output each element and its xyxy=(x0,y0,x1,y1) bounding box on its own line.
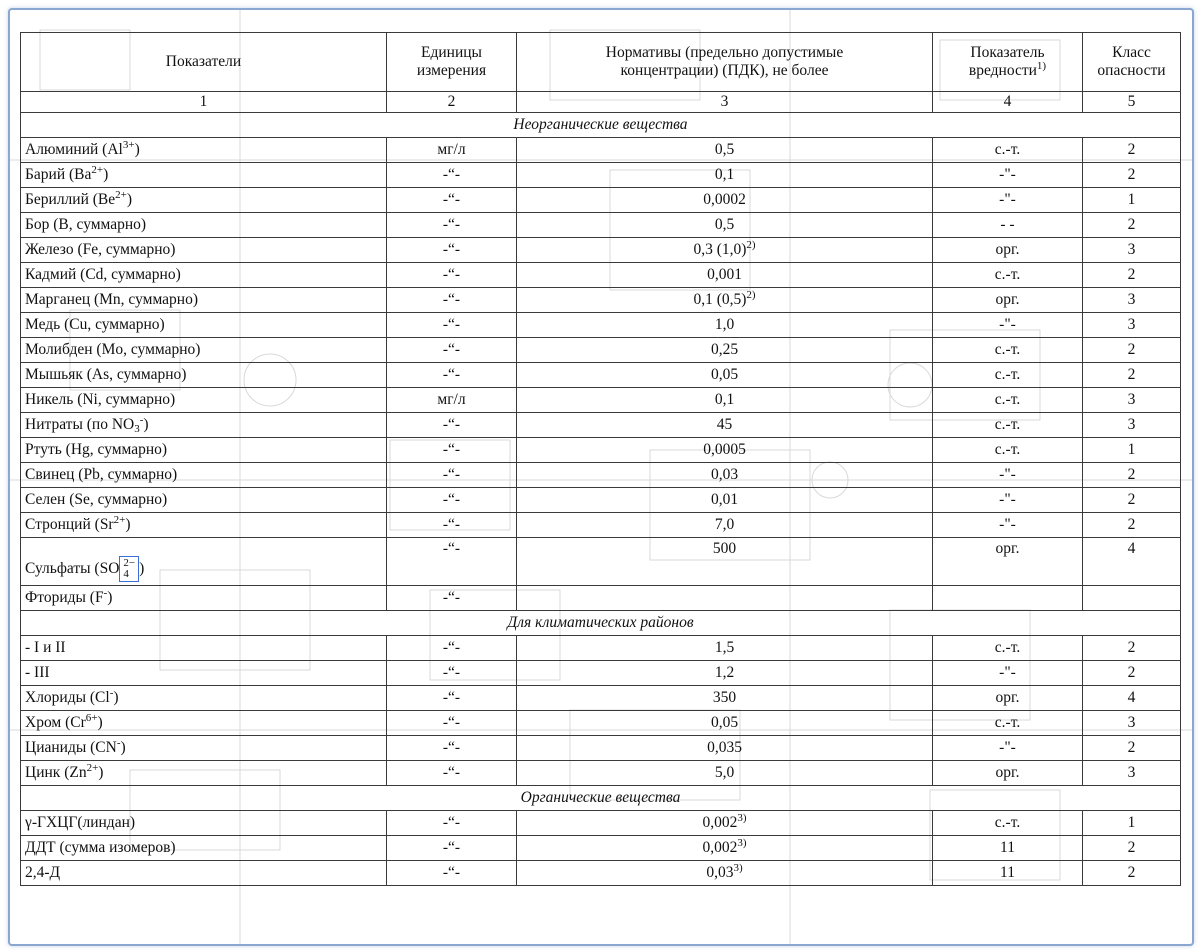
row-class: 3 xyxy=(1083,761,1181,786)
row-name: Медь (Cu, суммарно) xyxy=(21,313,387,338)
table-row xyxy=(21,388,1181,413)
row-unit: -“- xyxy=(387,238,517,263)
row-value: 0,03$^{3)}$ xyxy=(517,861,933,886)
row-value: 0,002$^{3)}$ xyxy=(517,811,933,836)
table-header-row xyxy=(21,33,1181,92)
row-name: Бериллий $(Be^{2+})$ xyxy=(21,188,387,213)
row-unit: -“- xyxy=(387,263,517,288)
row-name: - III xyxy=(21,661,387,686)
row-unit: -“- xyxy=(387,861,517,886)
row-class: 2 xyxy=(1083,861,1181,886)
header-norms: Нормативы (предельно допустимые концентрации) (ПДК), не более xyxy=(517,33,933,92)
table-row xyxy=(21,338,1181,363)
row-harm: с.-т. xyxy=(933,413,1083,438)
row-name: Цинк $(Zn^{2+})$ xyxy=(21,761,387,786)
row-harm: орг. xyxy=(933,288,1083,313)
sulfate-ion-box: 2− 4 xyxy=(119,556,139,582)
row-unit: -“- xyxy=(387,513,517,538)
row-unit: -“- xyxy=(387,811,517,836)
row-name: Селен (Se, суммарно) xyxy=(21,488,387,513)
row-unit: -“- xyxy=(387,313,517,338)
row-class: 2 xyxy=(1083,213,1181,238)
row-unit: -“- xyxy=(387,538,517,586)
row-unit: -“- xyxy=(387,761,517,786)
row-unit: -“- xyxy=(387,636,517,661)
section-row-organic xyxy=(21,786,1181,811)
section-row-climate xyxy=(21,611,1181,636)
row-harm: с.-т. xyxy=(933,263,1083,288)
row-name: Бор (B, суммарно) xyxy=(21,213,387,238)
header-indicators: Показатели xyxy=(21,33,387,92)
row-value: 0,1 xyxy=(517,388,933,413)
row-unit: мг/л xyxy=(387,138,517,163)
row-class: 2 xyxy=(1083,163,1181,188)
header-hazard-class: Класс опасности xyxy=(1083,33,1181,92)
table-row xyxy=(21,313,1181,338)
table-row xyxy=(21,661,1181,686)
climate-rows xyxy=(21,636,1181,686)
row-class: 4 xyxy=(1083,538,1181,586)
row-name: Мышьяк (As, суммарно) xyxy=(21,363,387,388)
row-name: Сульфаты (SO 2− 4 ) xyxy=(21,538,387,586)
col-number: 2 xyxy=(387,92,517,113)
table-row xyxy=(21,761,1181,786)
row-name: Хлориды (Cl-) xyxy=(21,686,387,711)
row-harm: с.-т. xyxy=(933,363,1083,388)
inorganic-rows-2 xyxy=(21,686,1181,786)
row-name: Алюминий $(Al^{3+})$ xyxy=(21,138,387,163)
row-value xyxy=(517,586,933,611)
row-harm: орг. xyxy=(933,761,1083,786)
row-unit: -“- xyxy=(387,338,517,363)
table-row xyxy=(21,163,1181,188)
row-value: 0,3 $(1,0)^{2)}$ xyxy=(517,238,933,263)
row-value: 1,2 xyxy=(517,661,933,686)
row-class: 4 xyxy=(1083,686,1181,711)
row-class: 2 xyxy=(1083,138,1181,163)
row-harm: с.-т. xyxy=(933,438,1083,463)
section-title: Для климатических районов xyxy=(21,611,1181,636)
row-value: 7,0 xyxy=(517,513,933,538)
header-units: Единицы измерения xyxy=(387,33,517,92)
row-unit: -“- xyxy=(387,413,517,438)
row-class: 3 xyxy=(1083,711,1181,736)
row-class: 3 xyxy=(1083,288,1181,313)
row-name: Барий $(Ba^{2+})$ xyxy=(21,163,387,188)
row-harm: с.-т. xyxy=(933,811,1083,836)
table-row-sulfates xyxy=(21,538,1181,586)
row-unit: -“- xyxy=(387,686,517,711)
row-harm: -"- xyxy=(933,463,1083,488)
table-row xyxy=(21,263,1181,288)
row-class: 3 xyxy=(1083,413,1181,438)
row-harm: 11 xyxy=(933,861,1083,886)
section-row-inorganic xyxy=(21,113,1181,138)
standards-table xyxy=(20,32,1181,886)
row-harm: -"- xyxy=(933,513,1083,538)
row-unit: -“- xyxy=(387,363,517,388)
table-row xyxy=(21,861,1181,886)
row-class: 2 xyxy=(1083,338,1181,363)
col-number: 4 xyxy=(933,92,1083,113)
row-value: 350 xyxy=(517,686,933,711)
row-name: 2,4-Д xyxy=(21,861,387,886)
row-value: 500 xyxy=(517,538,933,586)
row-harm: -"- xyxy=(933,313,1083,338)
row-name: - I и II xyxy=(21,636,387,661)
row-name: Кадмий (Cd, суммарно) xyxy=(21,263,387,288)
col-number: 3 xyxy=(517,92,933,113)
row-name: Марганец (Mn, суммарно) xyxy=(21,288,387,313)
document-frame xyxy=(8,8,1194,946)
row-harm: -"- xyxy=(933,736,1083,761)
row-name: Стронций $(Sr^{2+})$ xyxy=(21,513,387,538)
section-title: Неорганические вещества xyxy=(21,113,1181,138)
section-title: Органические вещества xyxy=(21,786,1181,811)
row-value: 1,0 xyxy=(517,313,933,338)
table-row xyxy=(21,413,1181,438)
row-class: 1 xyxy=(1083,438,1181,463)
table-row xyxy=(21,438,1181,463)
row-value: 0,05 xyxy=(517,363,933,388)
row-harm xyxy=(933,586,1083,611)
row-value: 0,1 $(0,5)^{2)}$ xyxy=(517,288,933,313)
row-value: 0,5 xyxy=(517,213,933,238)
table-row xyxy=(21,288,1181,313)
row-value: 0,01 xyxy=(517,488,933,513)
row-class: 2 xyxy=(1083,661,1181,686)
row-harm: - - xyxy=(933,213,1083,238)
row-value: 0,001 xyxy=(517,263,933,288)
row-name: Хром $(Cr^{6+})$ xyxy=(21,711,387,736)
table-row-fluorides xyxy=(21,586,1181,611)
row-name: Железо (Fe, суммарно) xyxy=(21,238,387,263)
table-row xyxy=(21,636,1181,661)
table-row xyxy=(21,686,1181,711)
row-value: 0,035 xyxy=(517,736,933,761)
row-unit: -“- xyxy=(387,213,517,238)
row-value: 0,1 xyxy=(517,163,933,188)
row-class: 3 xyxy=(1083,238,1181,263)
row-harm: с.-т. xyxy=(933,338,1083,363)
row-harm: -"- xyxy=(933,188,1083,213)
row-value: 1,5 xyxy=(517,636,933,661)
row-name: Нитраты (по $NO_3^-$) xyxy=(21,413,387,438)
table-row xyxy=(21,736,1181,761)
row-class xyxy=(1083,586,1181,611)
row-name: Фториды (F-) xyxy=(21,586,387,611)
row-value: 0,002$^{3)}$ xyxy=(517,836,933,861)
row-value: 0,03 xyxy=(517,463,933,488)
row-unit: -“- xyxy=(387,586,517,611)
table-row xyxy=(21,363,1181,388)
row-unit: -“- xyxy=(387,463,517,488)
header-harm-indicator: Показатель вредности$^{1)}$ xyxy=(933,33,1083,92)
row-value: 5,0 xyxy=(517,761,933,786)
row-value: 0,0005 xyxy=(517,438,933,463)
table-row xyxy=(21,811,1181,836)
row-harm: -"- xyxy=(933,488,1083,513)
row-name: Никель (Ni, суммарно) xyxy=(21,388,387,413)
row-harm: с.-т. xyxy=(933,388,1083,413)
row-name: γ-ГХЦГ(линдан) xyxy=(21,811,387,836)
inorganic-rows xyxy=(21,138,1181,538)
row-value: 0,5 xyxy=(517,138,933,163)
row-name: Молибден (Mo, суммарно) xyxy=(21,338,387,363)
row-class: 2 xyxy=(1083,636,1181,661)
row-harm: с.-т. xyxy=(933,138,1083,163)
row-unit: -“- xyxy=(387,438,517,463)
row-harm: орг. xyxy=(933,538,1083,586)
row-harm: с.-т. xyxy=(933,636,1083,661)
row-name: Ртуть (Hg, суммарно) xyxy=(21,438,387,463)
row-harm: -"- xyxy=(933,661,1083,686)
column-number-row xyxy=(21,92,1181,113)
organic-rows xyxy=(21,811,1181,886)
row-unit: -“- xyxy=(387,661,517,686)
row-class: 2 xyxy=(1083,463,1181,488)
row-class: 2 xyxy=(1083,263,1181,288)
table-row xyxy=(21,836,1181,861)
row-class: 2 xyxy=(1083,513,1181,538)
table-row xyxy=(21,463,1181,488)
row-harm: -"- xyxy=(933,163,1083,188)
row-unit: -“- xyxy=(387,163,517,188)
row-class: 2 xyxy=(1083,736,1181,761)
row-harm: орг. xyxy=(933,686,1083,711)
row-value: 0,25 xyxy=(517,338,933,363)
row-class: 2 xyxy=(1083,363,1181,388)
row-value: 45 xyxy=(517,413,933,438)
table-row xyxy=(21,711,1181,736)
table-row xyxy=(21,238,1181,263)
row-unit: мг/л xyxy=(387,388,517,413)
row-class: 3 xyxy=(1083,313,1181,338)
row-name: ДДТ (сумма изомеров) xyxy=(21,836,387,861)
table-row xyxy=(21,188,1181,213)
row-unit: -“- xyxy=(387,488,517,513)
table-row xyxy=(21,513,1181,538)
table-row xyxy=(21,213,1181,238)
row-value: 0,05 xyxy=(517,711,933,736)
row-class: 1 xyxy=(1083,188,1181,213)
row-harm: 11 xyxy=(933,836,1083,861)
row-name: Свинец (Pb, суммарно) xyxy=(21,463,387,488)
row-class: 1 xyxy=(1083,811,1181,836)
row-unit: -“- xyxy=(387,836,517,861)
col-number: 1 xyxy=(21,92,387,113)
row-unit: -“- xyxy=(387,188,517,213)
col-number: 5 xyxy=(1083,92,1181,113)
row-unit: -“- xyxy=(387,288,517,313)
row-harm: орг. xyxy=(933,238,1083,263)
row-class: 3 xyxy=(1083,388,1181,413)
row-harm: с.-т. xyxy=(933,711,1083,736)
row-class: 2 xyxy=(1083,836,1181,861)
row-class: 2 xyxy=(1083,488,1181,513)
table-row xyxy=(21,138,1181,163)
row-unit: -“- xyxy=(387,711,517,736)
table-row xyxy=(21,488,1181,513)
row-value: 0,0002 xyxy=(517,188,933,213)
row-name: Цианиды (CN-) xyxy=(21,736,387,761)
row-unit: -“- xyxy=(387,736,517,761)
